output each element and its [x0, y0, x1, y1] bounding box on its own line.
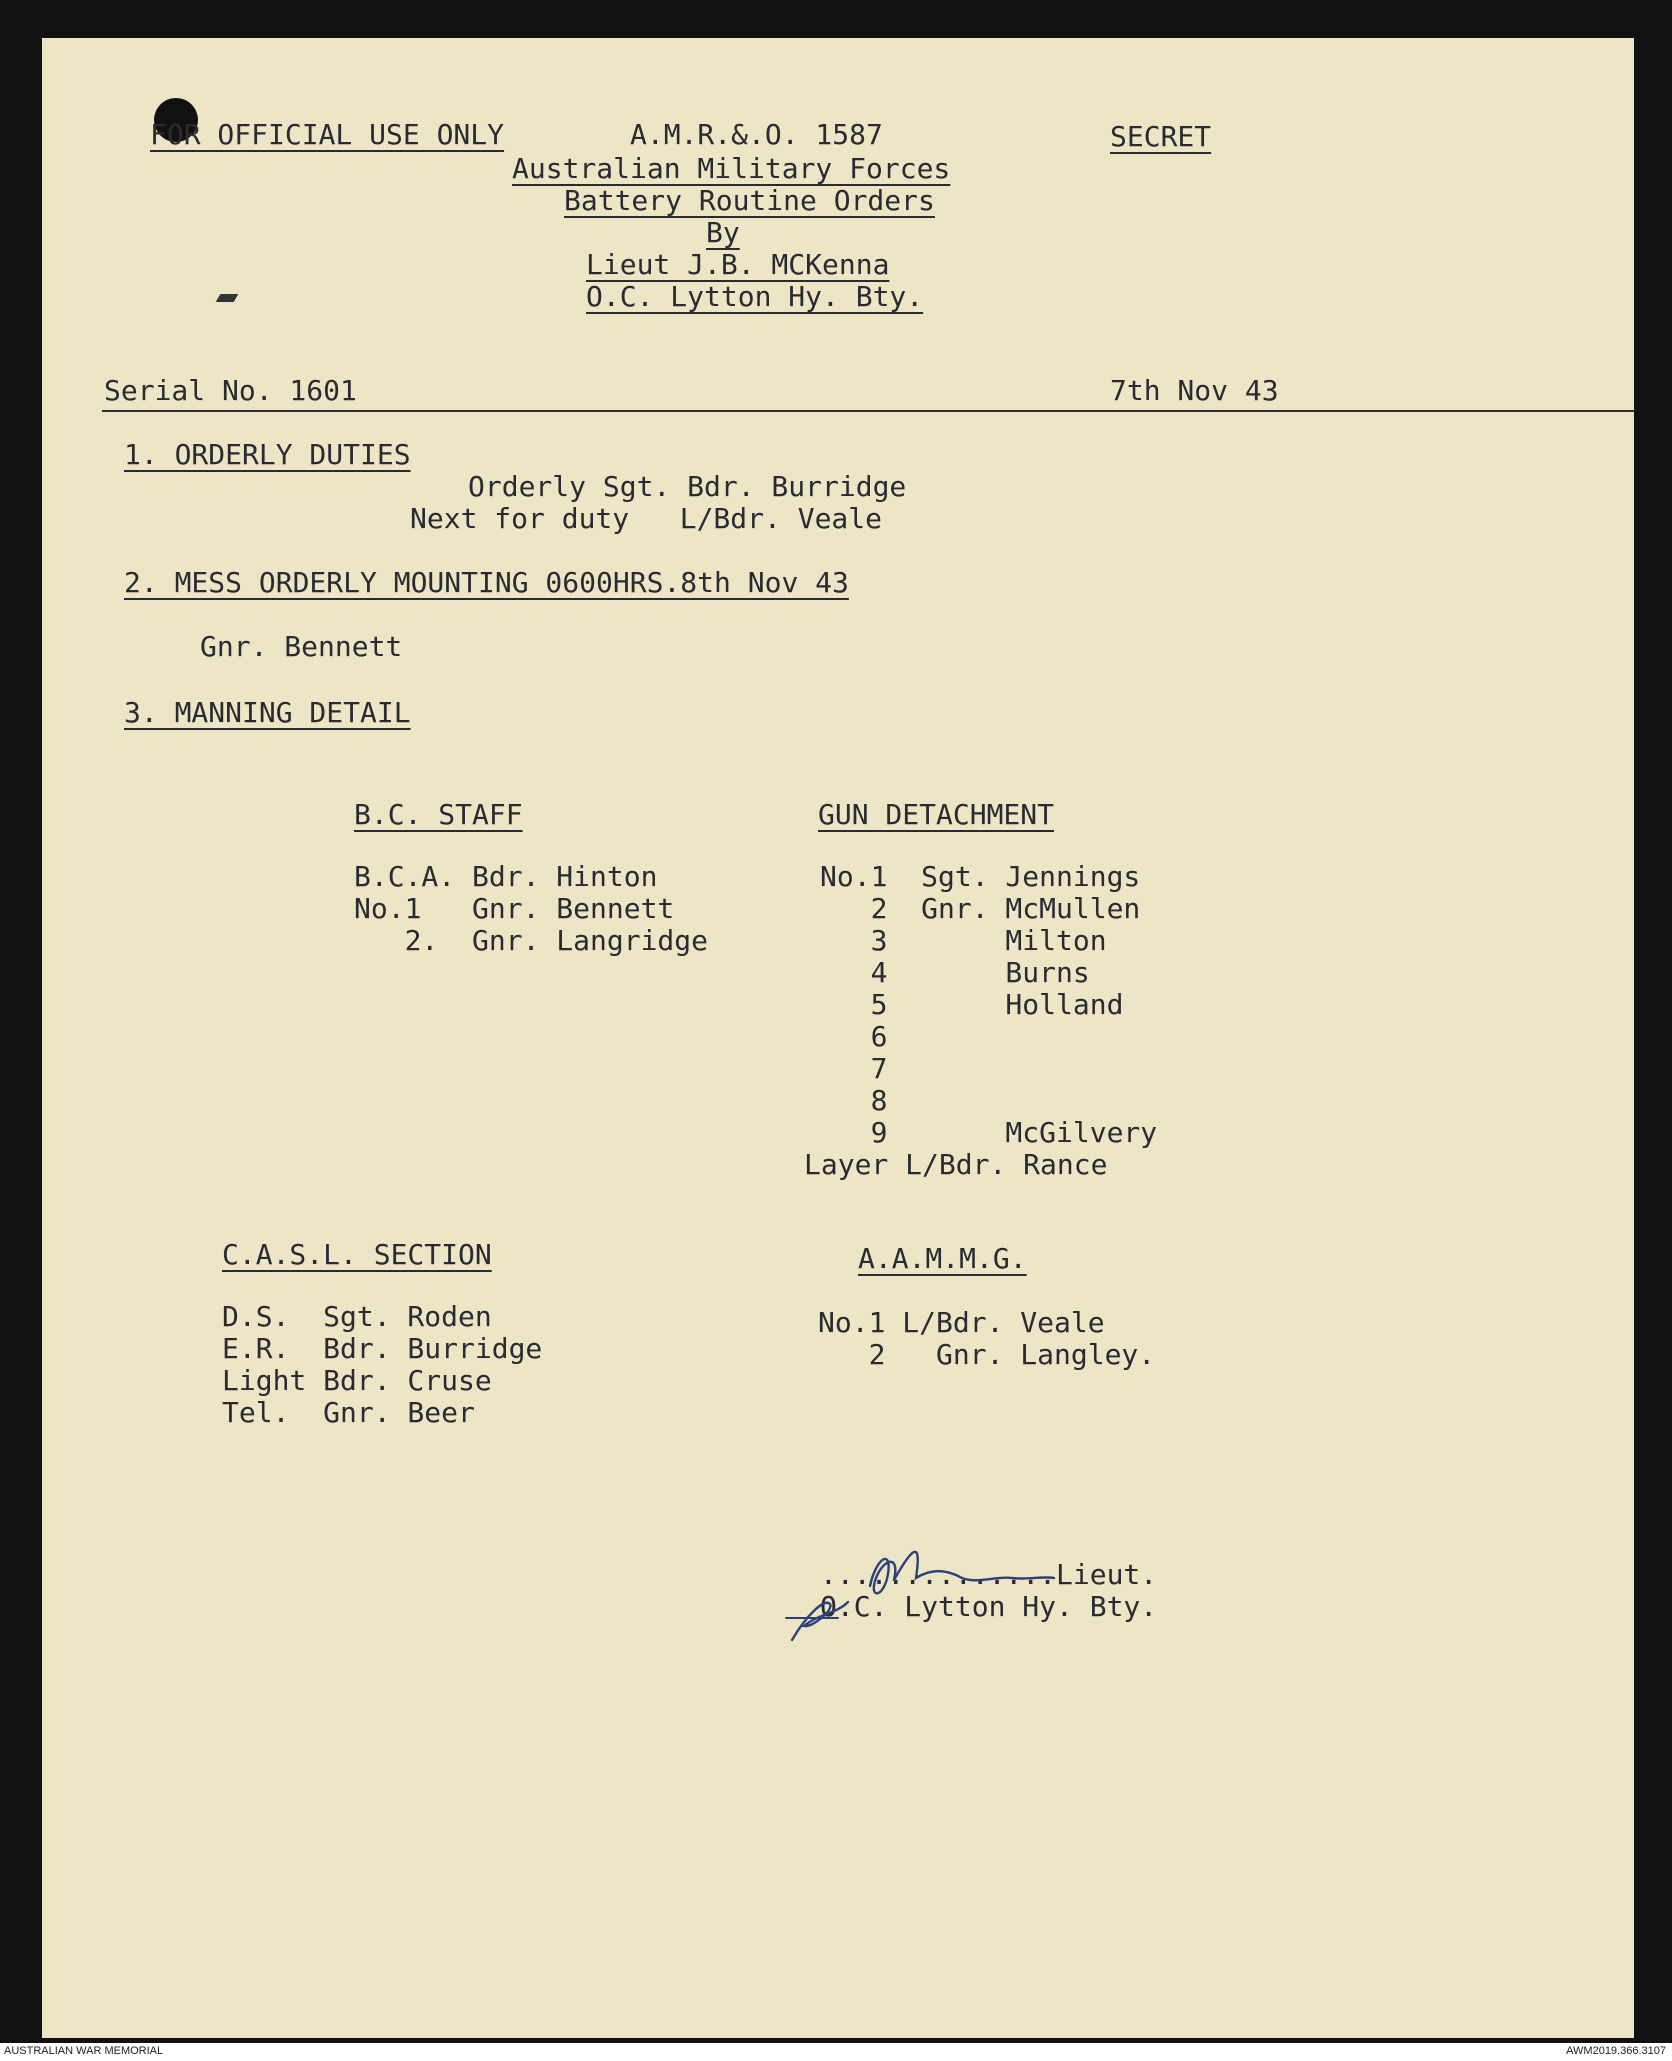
gun-detachment-row: 9 McGilvery [820, 1116, 1158, 1149]
title-line-3: By [706, 216, 740, 249]
gun-detachment-heading: GUN DETACHMENT [818, 798, 1055, 831]
serial-rule [102, 410, 1634, 412]
bc-staff-row: No.1 Gnr. Bennett [354, 892, 675, 925]
item-mess-orderly-heading: 2. MESS ORDERLY MOUNTING 0600HRS.8th Nov 43 [124, 566, 849, 599]
gun-detachment-row: 5 Holland [820, 988, 1124, 1021]
next-for-duty: Next for duty L/Bdr. Veale [410, 502, 883, 535]
order-date: 7th Nov 43 [1110, 374, 1279, 407]
casl-row: Tel. Gnr. Beer [222, 1396, 475, 1429]
gun-detachment-row: 2 Gnr. McMullen [820, 892, 1141, 925]
casl-section-heading: C.A.S.L. SECTION [222, 1238, 492, 1271]
gun-detachment-row: 6 [820, 1020, 888, 1053]
signature-title: O.C. Lytton Hy. Bty. [820, 1590, 1158, 1623]
title-line-2: Battery Routine Orders [564, 184, 935, 217]
bc-staff-row: B.C.A. Bdr. Hinton [354, 860, 658, 893]
title-line-5: O.C. Lytton Hy. Bty. [586, 280, 924, 313]
item-manning-detail-heading: 3. MANNING DETAIL [124, 696, 411, 729]
title-line-4: Lieut J.B. MCKenna [586, 248, 890, 281]
gun-detachment-row: No.1 Sgt. Jennings [820, 860, 1141, 893]
casl-row: D.S. Sgt. Roden [222, 1300, 492, 1333]
handwritten-signature [772, 1518, 1112, 1648]
aammg-row: No.1 L/Bdr. Veale [818, 1306, 1105, 1339]
gun-detachment-row: 4 Burns [820, 956, 1090, 989]
order-reference: A.M.R.&.O. 1587 [630, 118, 883, 151]
gun-detachment-row: 7 [820, 1052, 888, 1085]
aammg-heading: A.A.M.M.G. [858, 1242, 1027, 1275]
classification-right: SECRET [1110, 120, 1212, 153]
footer-left: AUSTRALIAN WAR MEMORIAL [4, 2045, 164, 2057]
serial-number: Serial No. 1601 [104, 374, 357, 407]
casl-row: E.R. Bdr. Burridge [222, 1332, 543, 1365]
archive-footer [0, 2043, 1672, 2061]
casl-row: Light Bdr. Cruse [222, 1364, 492, 1397]
item-orderly-duties-heading: 1. ORDERLY DUTIES [124, 438, 411, 471]
ink-mark [216, 294, 239, 302]
title-line-1: Australian Military Forces [512, 152, 951, 185]
footer-right: AWM2019.366.3107 [1566, 2045, 1666, 2057]
gun-detachment-row: 3 Milton [820, 924, 1107, 957]
mess-orderly-name: Gnr. Bennett [200, 630, 403, 663]
gun-detachment-row: Layer L/Bdr. Rance [804, 1148, 1108, 1181]
document-sheet [42, 38, 1634, 2038]
aammg-row: 2 Gnr. Langley. [818, 1338, 1156, 1371]
classification-left: FOR OFFICIAL USE ONLY [150, 118, 505, 151]
bc-staff-heading: B.C. STAFF [354, 798, 523, 831]
orderly-sergeant: Orderly Sgt. Bdr. Burridge [468, 470, 907, 503]
signature-line: ..............Lieut. [820, 1558, 1158, 1591]
bc-staff-row: 2. Gnr. Langridge [354, 924, 709, 957]
gun-detachment-row: 8 [820, 1084, 888, 1117]
